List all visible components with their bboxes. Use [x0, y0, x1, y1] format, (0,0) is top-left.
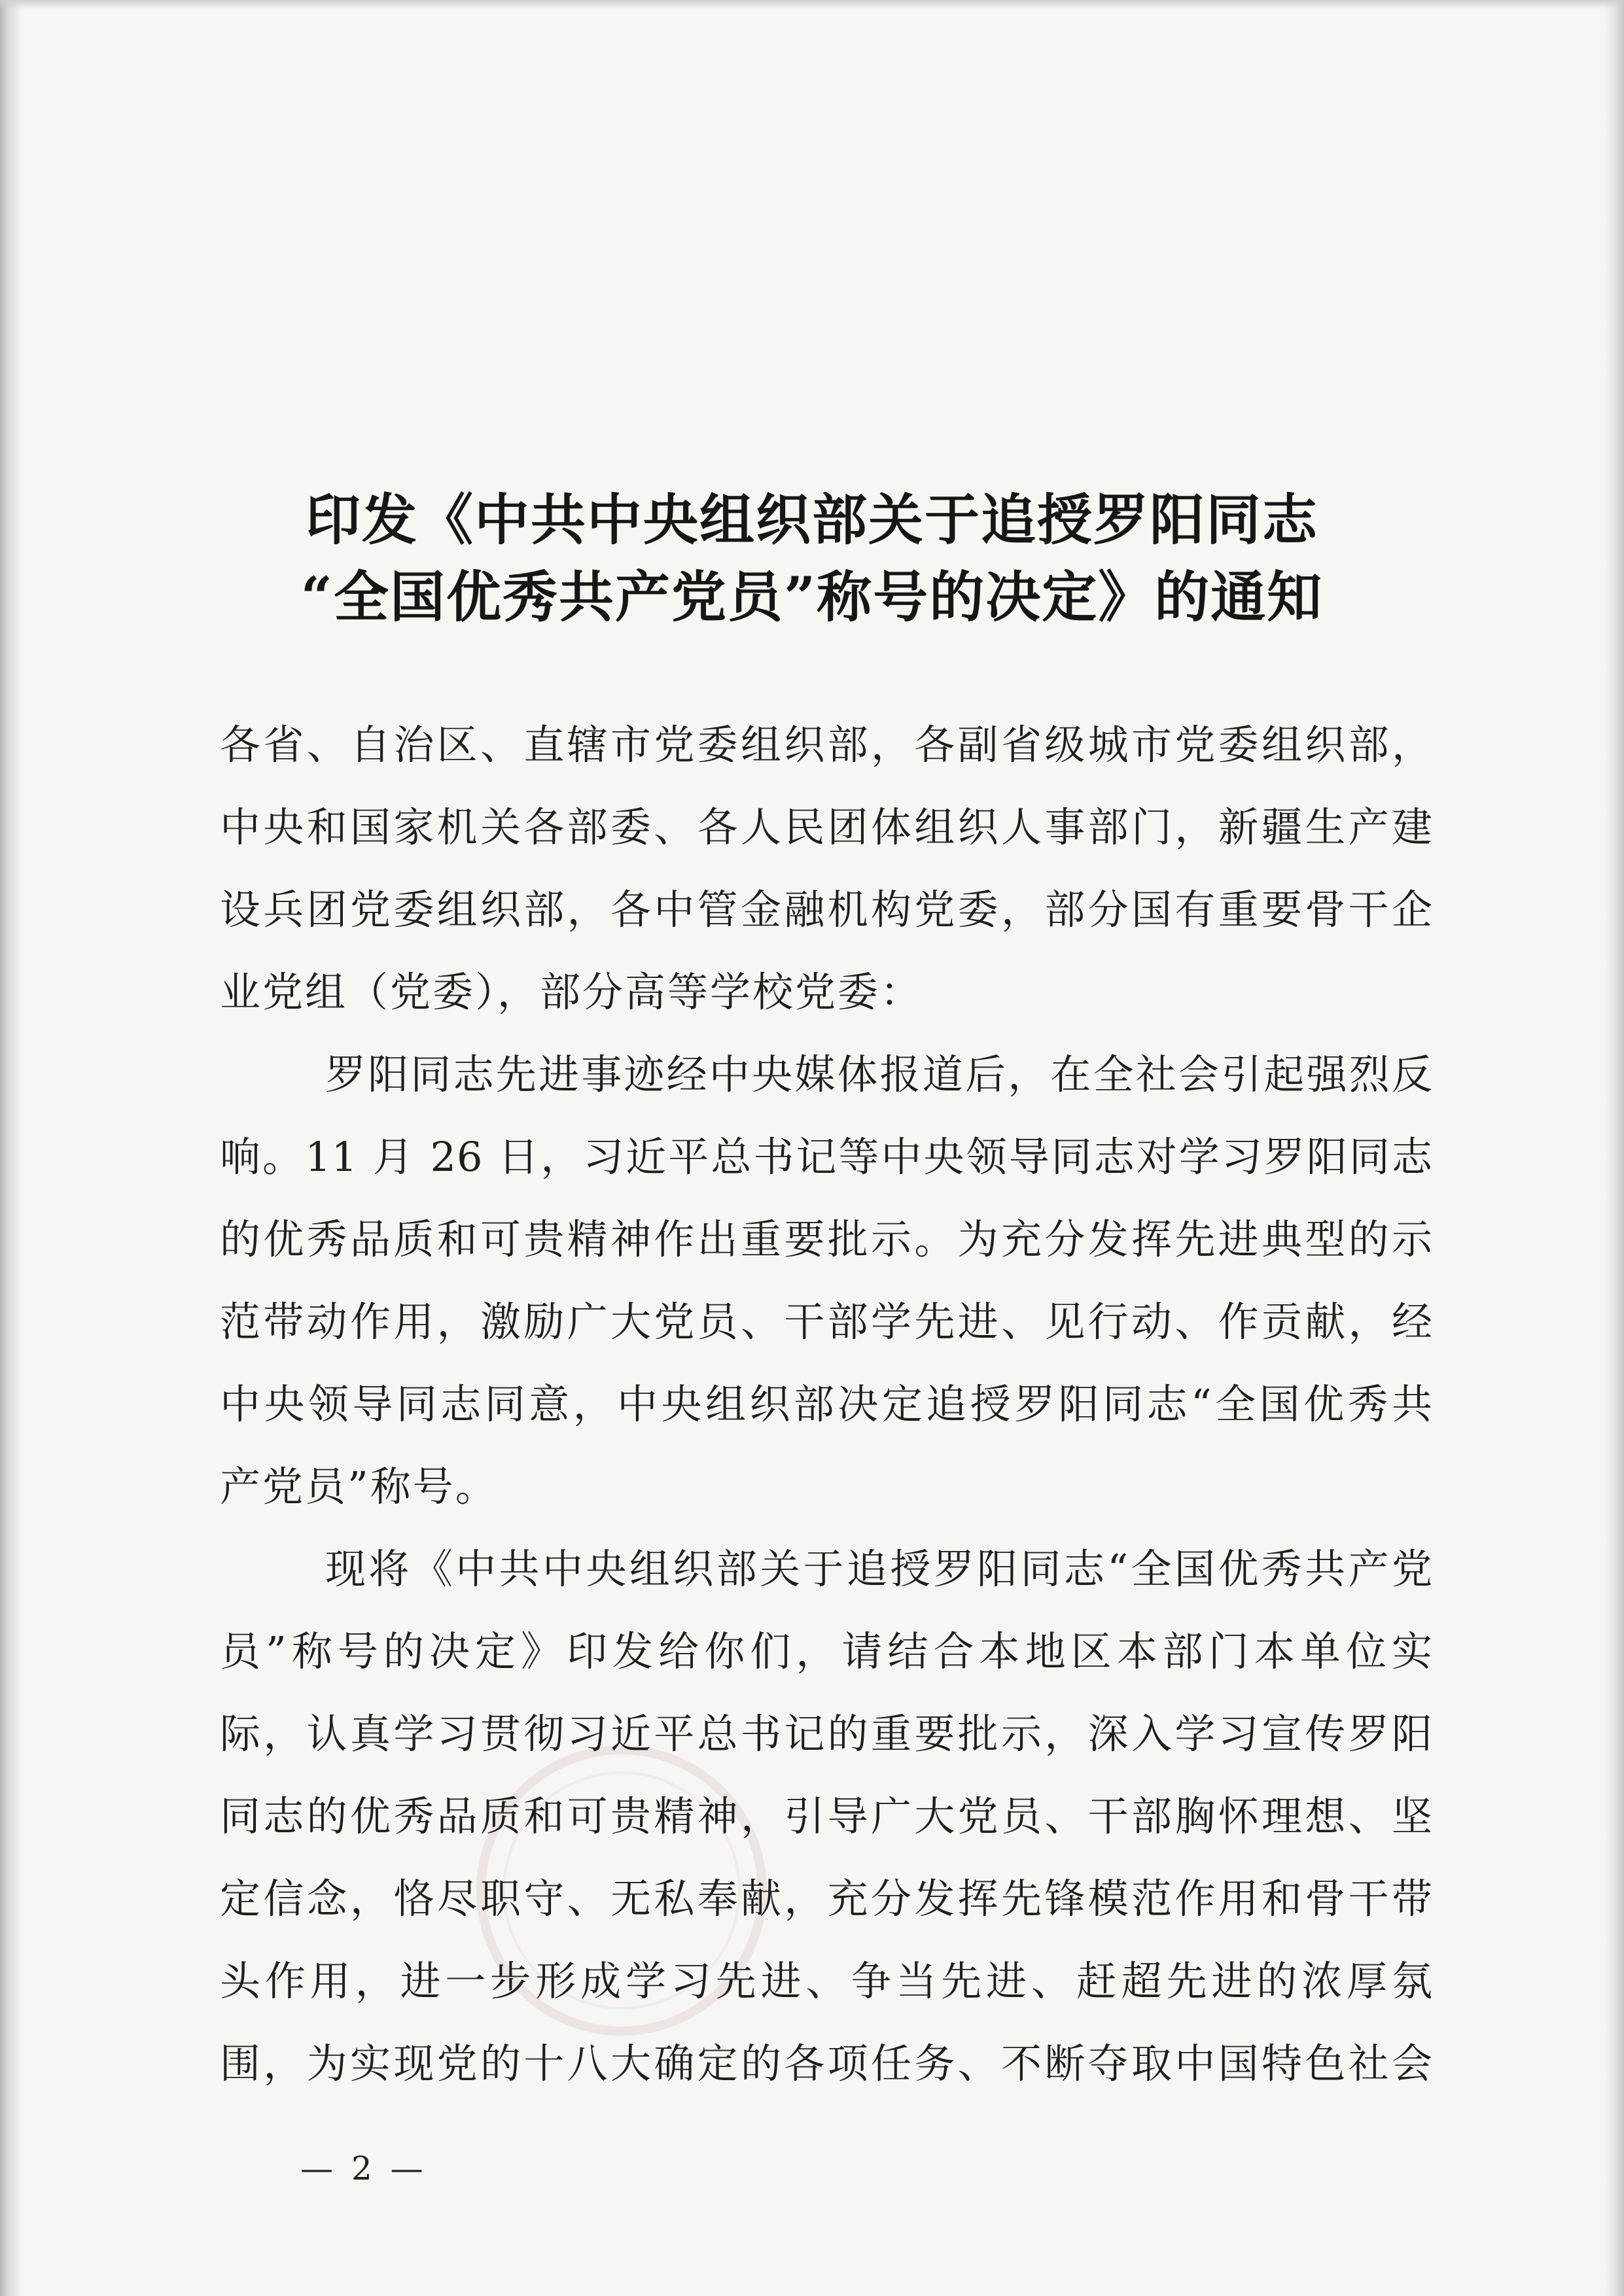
body-line: 际，认真学习贯彻习近平总书记的重要批示，深入学习宣传罗阳 — [220, 1710, 1433, 1758]
body-line: 定信念，恪尽职守、无私奉献，充分发挥先锋模范作用和骨干带 — [220, 1875, 1433, 1922]
document-body — [0, 704, 1624, 2105]
body-line: 同志的优秀品质和可贵精神，引导广大党员、干部胸怀理想、坚 — [220, 1792, 1433, 1840]
addressee-line: 设兵团党委组织部，各中管金融机构党委，部分国有重要骨干企 — [220, 886, 1433, 933]
document-title — [0, 481, 1624, 636]
scan-edge-top — [0, 0, 1624, 9]
title-line: 印发《中共中央组织部关于追授罗阳同志 — [305, 487, 1318, 552]
body-line: 中央领导同志同意，中央组织部决定追授罗阳同志“全国优秀共 — [220, 1380, 1433, 1428]
body-line: 范带动作用，激励广大党员、干部学先进、见行动、作贡献，经 — [220, 1298, 1433, 1346]
body-line: 响。11 月 26 日，习近平总书记等中央领导同志对学习罗阳同志 — [220, 1133, 1433, 1181]
body-line: 员”称号的决定》印发给你们，请结合本地区本部门本单位实 — [220, 1627, 1433, 1675]
body-line: 头作用，进一步形成学习先进、争当先进、赶超先进的浓厚氛 — [220, 1957, 1433, 2005]
body-line: 的优秀品质和可贵精神作出重要批示。为充分发挥先进典型的示 — [220, 1215, 1433, 1263]
body-line: 现将《中共中央组织部关于追授罗阳同志“全国优秀共产党 — [325, 1545, 1433, 1593]
title-line: “全国优秀共产党员”称号的决定》的通知 — [300, 565, 1324, 629]
addressee-line: 各省、自治区、直辖市党委组织部，各副省级城市党委组织部， — [220, 721, 1433, 769]
body-line: 罗阳同志先进事迹经中央媒体报道后，在全社会引起强烈反 — [325, 1051, 1433, 1098]
addressee-line: 业党组（党委），部分高等学校党委： — [220, 968, 923, 1016]
addressee-line: 中央和国家机关各部委、各人民团体组织人事部门，新疆生产建 — [220, 803, 1433, 851]
body-line: 产党员”称号。 — [220, 1463, 498, 1510]
page-number: — 2 — — [300, 2149, 427, 2187]
body-line: 围，为实现党的十八大确定的各项任务、不断夺取中国特色社会 — [220, 2040, 1433, 2087]
